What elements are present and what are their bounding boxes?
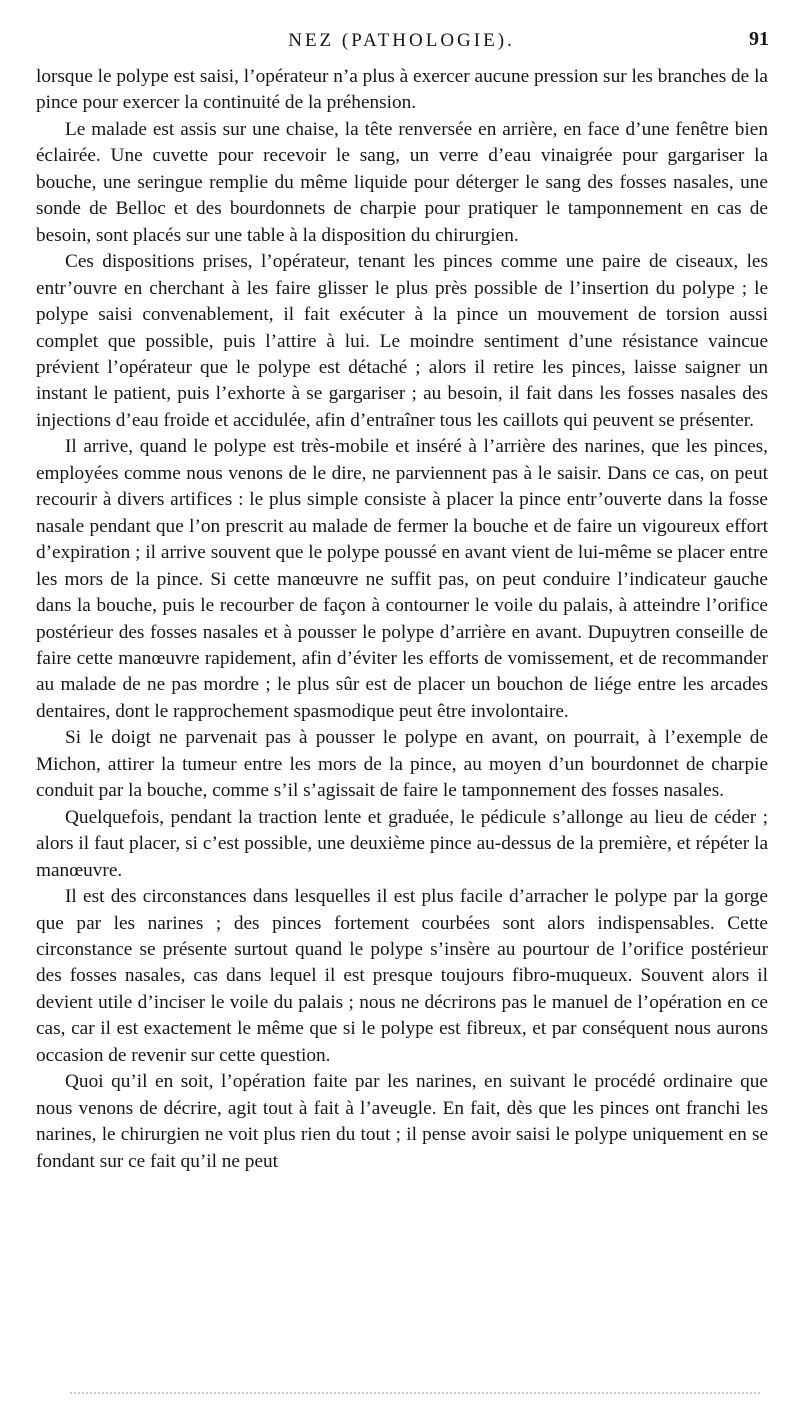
running-head [34, 28, 769, 58]
paragraph: Il est des circonstances dans lesquelles il est plus facile d’arracher le polype par la gorge que par les narines ; des pinces fortement courbées sont alors indispensables. Cette circonstance se présente surtout quand le polype s’insère au pourtour de l’orifice postérieur des fosses nasales, cas dans lequel il est presque toujours fibro-muqueux. Souvent alors il devient utile d’inciser le voile du palais ; nous ne décrirons pas le manuel de l’opération en ce cas, car il est exactement le même que si le polype est fibreux, et par conséquent nous aurons occasion de revenir sur cette question. [36, 886, 768, 1066]
body-text [36, 64, 768, 1175]
paragraph: Il arrive, quand le polype est très-mobile et inséré à l’arrière des narines, que les pinces, employées comme nous venons de le dire, ne parviennent pas à le saisir. Dans ce cas, on peut recourir à divers artifices : le plus simple consiste à placer la pince entr’ouverte dans la fosse nasale pendant que l’on prescrit au malade de fermer la bouche et de faire un vigoureux effort d’expiration ; il arrive souvent que le polype poussé en avant vient de lui-même se placer entre les mors de la pince. Si cette manœuvre ne suffit pas, on peut conduire l’indicateur gauche dans la bouche, puis le recourber de façon à contourner le voile du palais, à atteindre l’orifice postérieur des fosses nasales et à pousser le polype d’arrière en avant. Dupuytren conseille de faire cette manœuvre rapidement, afin d’éviter les efforts de vomissement, et de recommander au malade de ne pas mordre ; le plus sûr est de placer un bouchon de liége entre les arcades dentaires, dont le rapprochement spasmodique peut être involontaire. [36, 436, 768, 722]
paragraph: Quelquefois, pendant la traction lente et graduée, le pédicule s’allonge au lieu de céder ; alors il faut placer, si c’est possible, une deuxième pince au-dessus de la première, et répéter la manœuvre. [36, 806, 768, 881]
paragraph-continued: lorsque le polype est saisi, l’opérateur n’a plus à exercer aucune pression sur les branches de la pince pour exercer la continuité de la préhension. [36, 66, 768, 114]
bleed-through-line [70, 1392, 760, 1398]
paragraph: Si le doigt ne parvenait pas à pousser le polype en avant, on pourrait, à l’exemple de Michon, attirer la tumeur entre les mors de la pince, au moyen d’un bourdonnet de charpie conduit par la bouche, comme s’il s’agissait de faire le tamponnement des fosses nasales. [36, 727, 768, 802]
paragraph: Le malade est assis sur une chaise, la tête renversée en arrière, en face d’une fenêtre bien éclairée. Une cuvette pour recevoir le sang, un verre d’eau vinaigrée pour gargariser la bouche, une seringue remplie du même liquide pour déterger le sang des fosses nasales, une sonde de Belloc et des bourdonnets de charpie pour pratiquer le tamponnement en cas de besoin, sont placés sur une table à la disposition du chirurgien. [36, 118, 768, 246]
paragraph: Ces dispositions prises, l’opérateur, tenant les pinces comme une paire de ciseaux, les entr’ouvre en cherchant à les faire glisser le plus près possible de l’insertion du polype ; le polype saisi convenablement, il fait exécuter à la pince un mouvement de torsion aussi complet que possible, puis l’attire à lui. Le moindre sentiment d’une résistance vaincue prévient l’opérateur que le polype est détaché ; alors il retire les pinces, laisse saigner un instant le patient, puis l’exhorte à se gargariser ; au besoin, il fait dans les fosses nasales des injections d’eau froide et accidulée, afin d’entraîner tous les caillots qui peuvent se présenter. [36, 251, 768, 431]
running-title: NEZ (PATHOLOGIE). [288, 30, 515, 51]
page-number: 91 [749, 28, 769, 50]
paragraph: Quoi qu’il en soit, l’opération faite par les narines, en suivant le procédé ordinaire que nous venons de décrire, agit tout à fait à l’aveugle. En fait, dès que les pinces ont franchi les narines, le chirurgien ne voit plus rien du tout ; il pense avoir saisi le polype uniquement en se fondant sur ce fait qu’il ne peut [36, 1071, 768, 1172]
